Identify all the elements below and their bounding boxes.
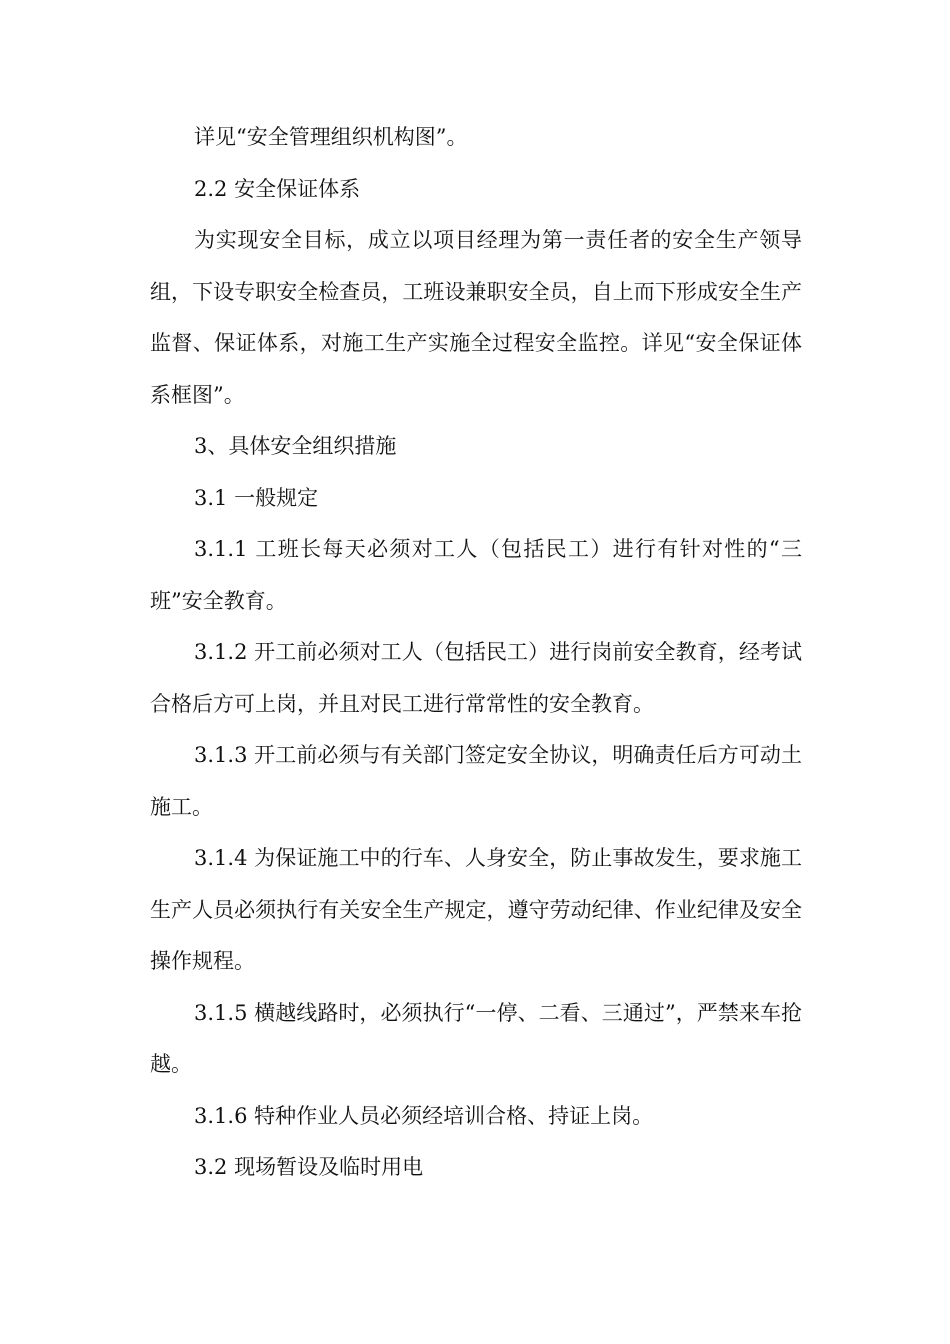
clause-3-1-3: 3.1.3 开工前必须与有关部门签定安全协议，明确责任后方可动土施工。 xyxy=(150,743,802,819)
paragraph-safety-system: 为实现安全目标，成立以项目经理为第一责任者的安全生产领导组，下设专职安全检查员，工班设兼职安全员，自上而下形成安全生产监督、保证体系，对施工生产实施全过程安全监控。详见“安全保证体系框图”。 xyxy=(150,228,802,407)
section-heading-3: 3、具体安全组织措施 xyxy=(194,434,397,458)
section-heading-2-2: 2.2 安全保证体系 xyxy=(194,176,361,201)
clause-3-1-6: 3.1.6 特种作业人员必须经培训合格、持证上岗。 xyxy=(194,1103,654,1128)
clause-3-1-2: 3.1.2 开工前必须对工人（包括民工）进行岗前安全教育，经考试合格后方可上岗，并且对民工进行常常性的安全教育。 xyxy=(150,640,802,716)
document-body xyxy=(150,112,802,1194)
section-heading-3-1: 3.1 一般规定 xyxy=(194,485,319,510)
paragraph-reference-org-chart: 详见“安全管理组织机构图”。 xyxy=(194,125,468,149)
clause-3-1-5: 3.1.5 横越线路时，必须执行“一停、二看、三通过”，严禁来车抢越。 xyxy=(150,1000,802,1076)
clause-3-1-1: 3.1.1 工班长每天必须对工人（包括民工）进行有针对性的“三班”安全教育。 xyxy=(150,537,802,613)
section-heading-3-2: 3.2 现场暂设及临时用电 xyxy=(194,1155,424,1179)
clause-3-1-4: 3.1.4 为保证施工中的行车、人身安全，防止事故发生，要求施工生产人员必须执行有关安全生产规定，遵守劳动纪律、作业纪律及安全操作规程。 xyxy=(150,846,802,973)
